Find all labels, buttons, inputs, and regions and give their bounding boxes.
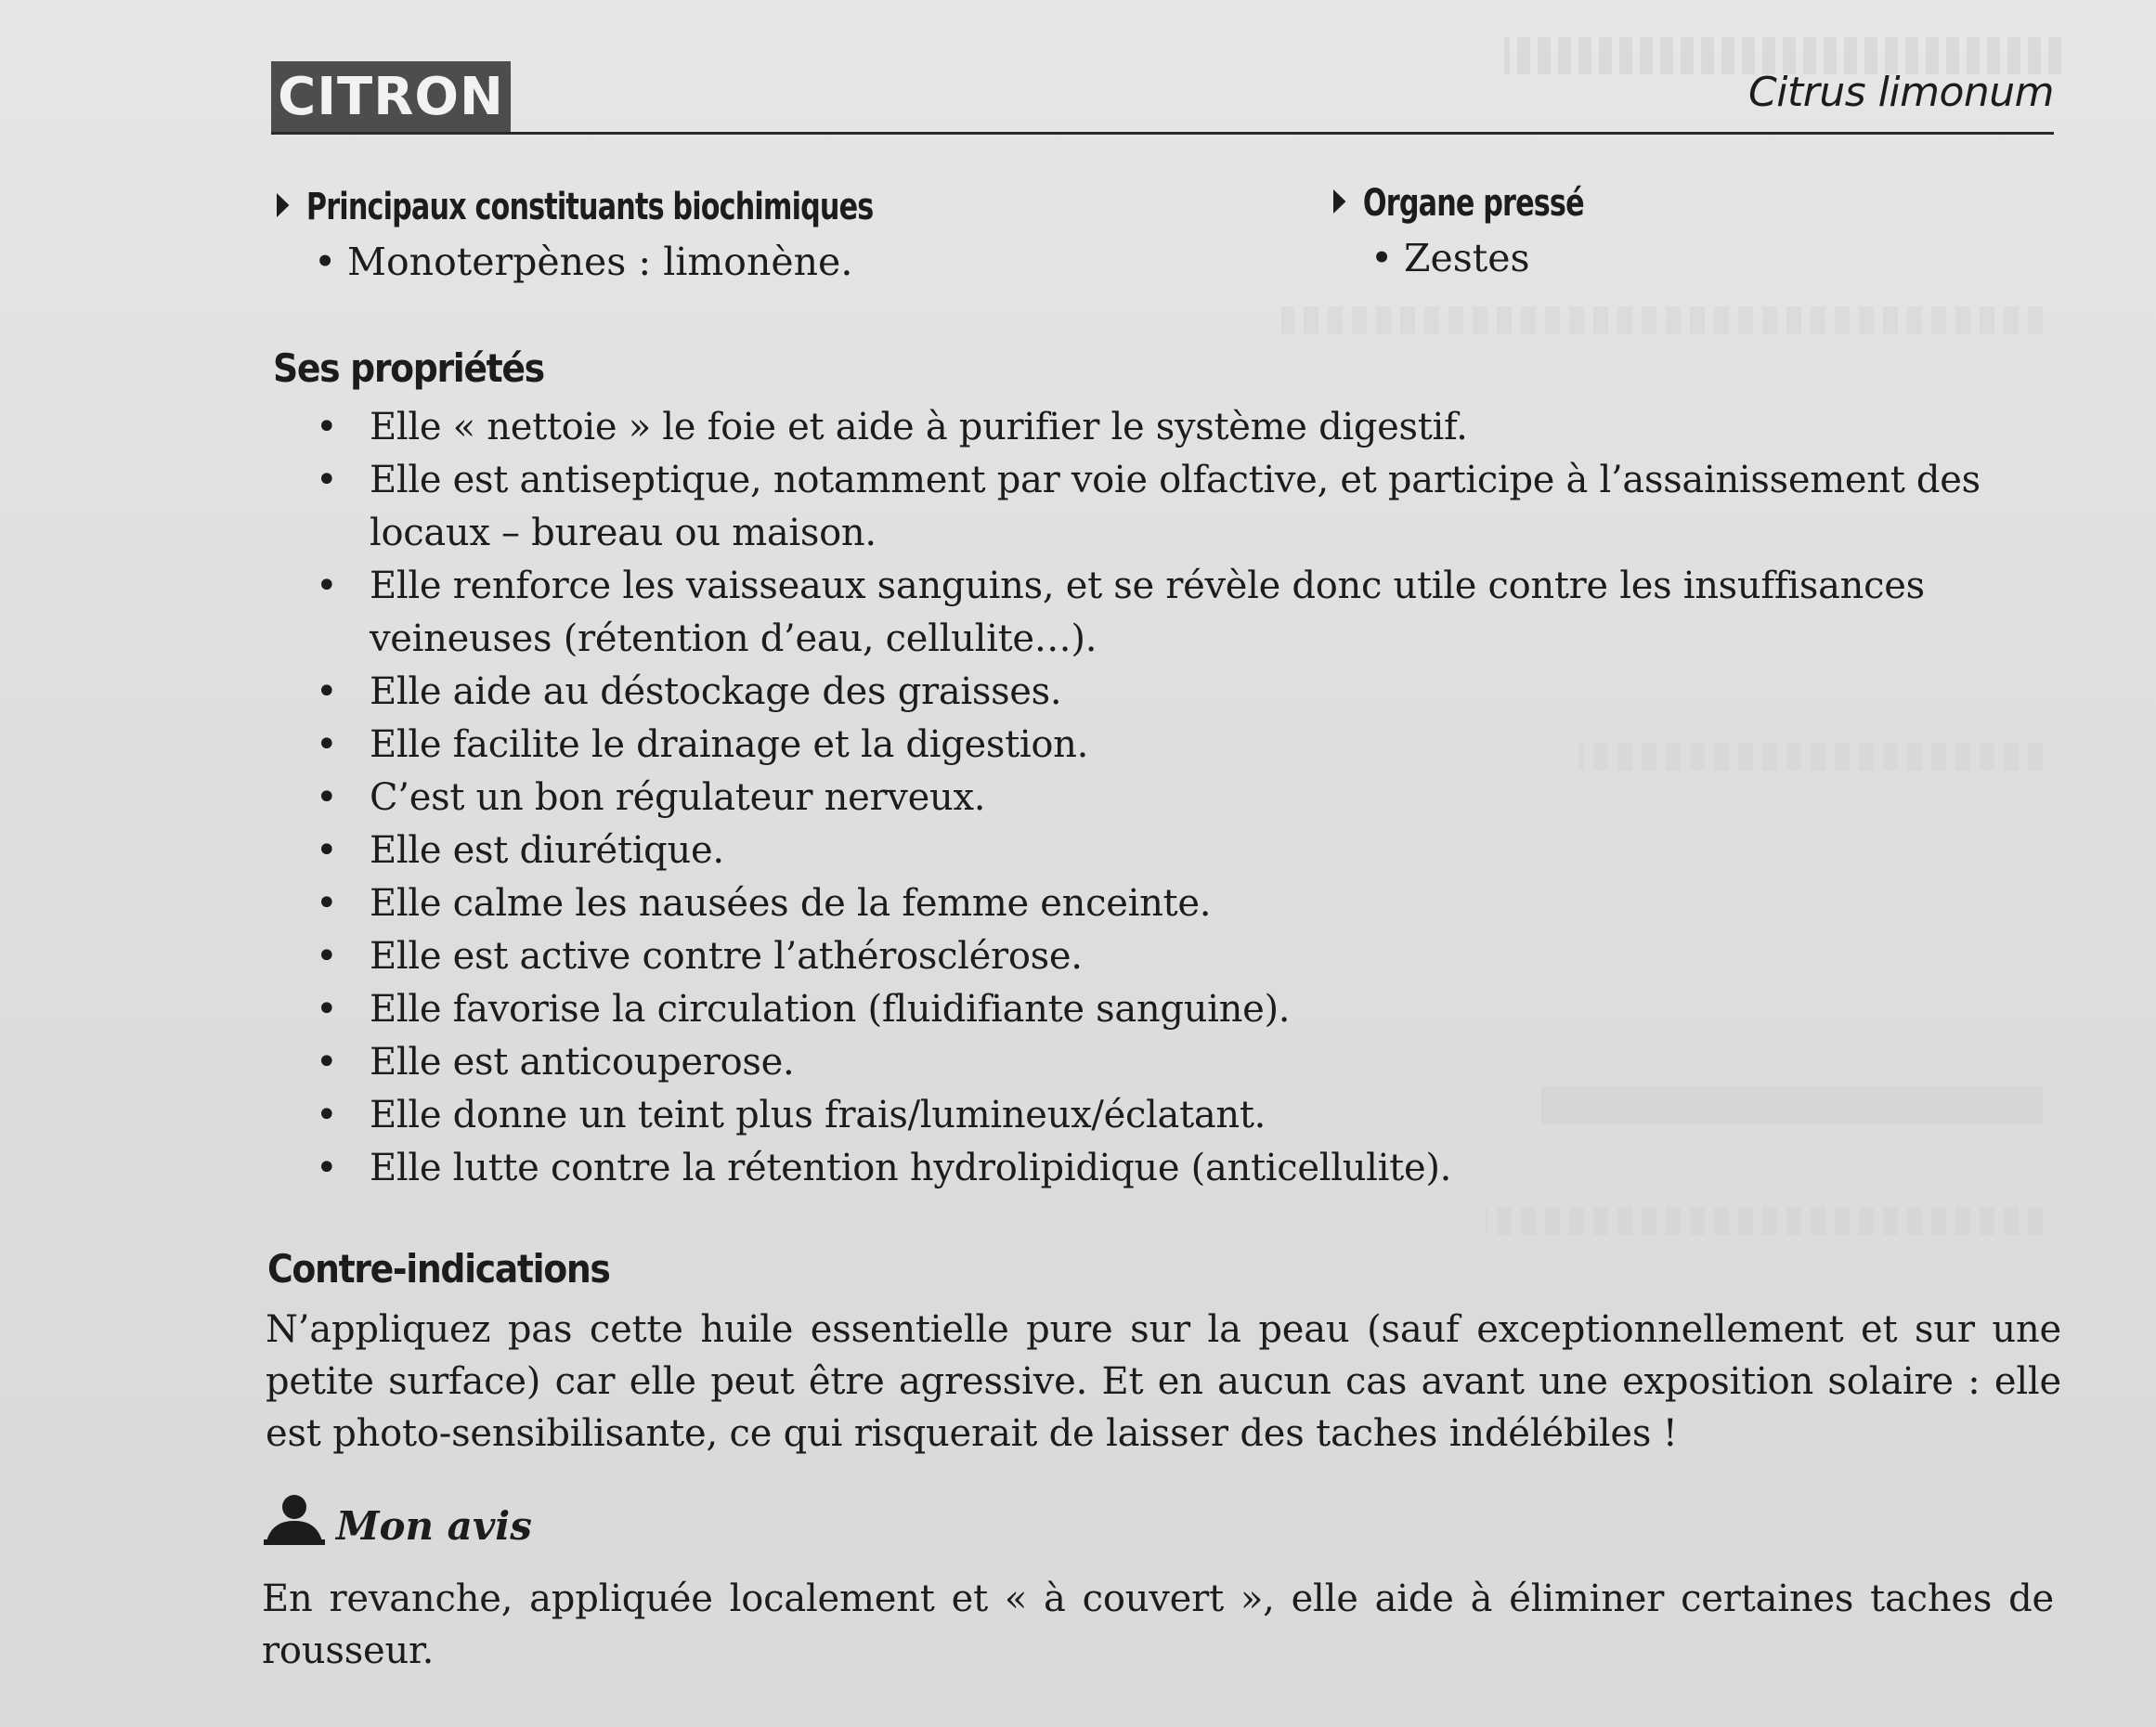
organ-item: • Zestes: [1370, 236, 1530, 280]
page-header: [271, 61, 2054, 136]
list-item: • Elle « nettoie » le foie et aide à purifier le système digestif.: [316, 401, 2061, 454]
list-item: • Elle est active contre l’athérosclérose.: [316, 930, 2061, 983]
list-item: • Elle calme les nausées de la femme enceinte.: [316, 877, 2061, 930]
properties-heading: Ses propriétés: [273, 345, 544, 391]
list-item: • Elle est anticouperose.: [316, 1036, 2061, 1089]
list-item: • Elle facilite le drainage et la digestion.: [316, 719, 2061, 772]
bleed-through-text: [1486, 1207, 2043, 1235]
latin-name: Citrus limonum: [1748, 69, 2054, 116]
list-item: • Elle donne un teint plus frais/lumineux/éclatant.: [316, 1089, 2061, 1142]
page-title: CITRON: [271, 61, 511, 134]
list-item: • C’est un bon régulateur nerveux.: [316, 772, 2061, 825]
list-item: • Elle est diurétique.: [316, 825, 2061, 877]
organ-block: [1333, 182, 1631, 280]
header-rule: [271, 132, 2054, 135]
arrow-right-icon: [277, 193, 289, 217]
constituents-heading: Principaux constituants biochimiques: [277, 186, 873, 228]
list-item: • Elle aide au déstockage des graisses.: [316, 666, 2061, 719]
organ-heading: Organe pressé: [1333, 182, 1584, 225]
list-item: • Elle est antiseptique, notamment par voie olfactive, et participe à l’assainissement des locaux – bureau ou maison.: [316, 454, 2061, 560]
arrow-right-icon: [1333, 189, 1345, 214]
list-item: • Elle renforce les vaisseaux sanguins, et se révèle donc utile contre les insuffisances veineuses (rétention d’eau, cellulite…).: [316, 560, 2061, 666]
contraindications-heading: Contre-indications: [267, 1246, 610, 1292]
contraindications-text: N’appliquez pas cette huile essentielle pure sur la peau (sauf exceptionnellement et sur une petite surface) car elle peut être agressive. Et en aucun cas avant une exposition solaire : elle est photo-sensibilisante, ce qui risquerait de laisser des taches indélébiles !: [266, 1308, 2061, 1455]
person-icon: [264, 1493, 325, 1549]
bleed-through-text: [1281, 306, 2043, 334]
properties-list: [316, 401, 2061, 1195]
opinion-heading: Mon avis: [264, 1493, 532, 1549]
list-item: • Elle lutte contre la rétention hydrolipidique (anticellulite).: [316, 1142, 2061, 1195]
opinion-text: En revanche, appliquée localement et « à couvert », elle aide à éliminer certaines taches de rousseur.: [262, 1578, 2054, 1672]
constituents-item: • Monoterpènes : limonène.: [314, 240, 853, 284]
list-item: • Elle favorise la circulation (fluidifiante sanguine).: [316, 983, 2061, 1036]
constituents-block: [277, 186, 987, 284]
